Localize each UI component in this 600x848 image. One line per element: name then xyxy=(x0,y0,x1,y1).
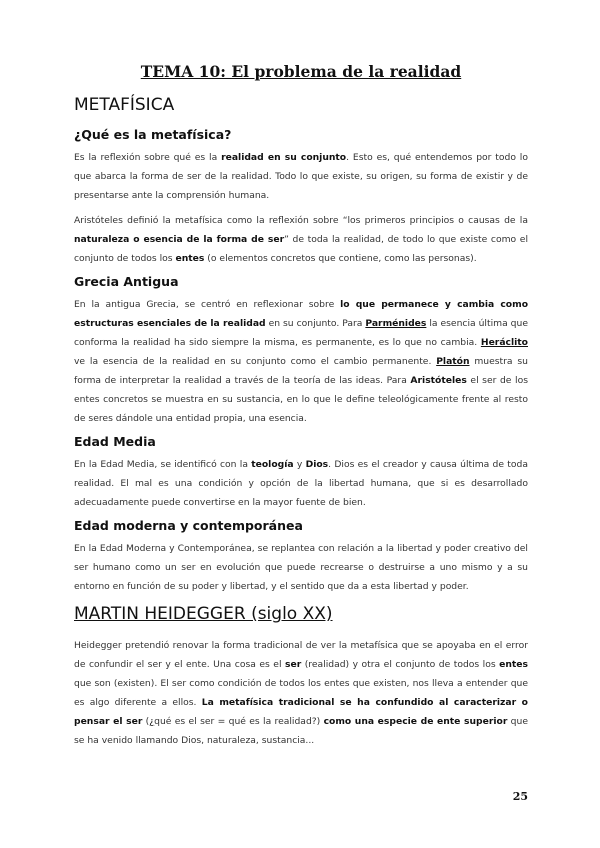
subheading-grecia-antigua: Grecia Antigua xyxy=(74,274,179,289)
paragraph-edad-moderna: En la Edad Moderna y Contemporánea, se replantea con relación a la libertad y poder creativo del ser humano como un ser en evolución que puede recrearse o destruirse a uno mismo y a su entorno en función de su poder y libertad, y el sentido que da a esta libertad y poder. xyxy=(74,543,528,592)
subheading-edad-media: Edad Media xyxy=(74,434,156,449)
paragraph-definition: Es la reflexión sobre qué es la realidad en su conjunto. Esto es, qué entendemos por todo lo que abarca la forma de ser de la realidad. Todo lo que existe, su origen, su forma de existir y de presentarse ante la comprensión humana. xyxy=(74,152,528,201)
paragraph-heidegger: Heidegger pretendió renovar la forma tradicional de ver la metafísica que se apoyaba en el error de confundir el ser y el ente. Una cosa es el ser (realidad) y otra el conjunto de todos los entes que son (existen). El ser como condición de todos los entes que existen, nos lleva a entender que es algo diferente a ellos. La metafísica tradicional se ha confundido al caracterizar o pensar el ser (¿qué es el ser = qué es la realidad?) como una especie de ente superior que se ha venido llamando Dios, naturaleza, sustancia... xyxy=(74,640,529,746)
subheading-edad-moderna: Edad moderna y contemporánea xyxy=(74,518,303,533)
page-number: 25 xyxy=(512,790,528,803)
paragraph-aristoteles: Aristóteles definió la metafísica como la reflexión sobre “los primeros principios o causas de la naturaleza o esencia de la forma de ser” de toda la realidad, de todo lo que existe como el conjunto de todos los entes (o elementos concretos que contiene, como las personas). xyxy=(74,215,528,264)
section-heading-metafisica: METAFÍSICA xyxy=(74,95,175,115)
document-title: TEMA 10: El problema de la realidad xyxy=(140,62,462,81)
paragraph-edad-media: En la Edad Media, se identificó con la teología y Dios. Dios es el creador y causa última de toda realidad. El mal es una condición y opción de la libertad humana, que si es desarrollado adecuadamente puede convertirse en la mayor fuente de bien. xyxy=(74,459,528,508)
subheading-que-es: ¿Qué es la metafísica? xyxy=(74,127,232,142)
paragraph-grecia: En la antigua Grecia, se centró en reflexionar sobre lo que permanece y cambia como estructuras esenciales de la realidad en su conjunto. Para Parménides la esencia última que conforma la realidad ha sido siempre la misma, es permanente, es lo que no cambia. Heráclito ve la esencia de la realidad en su conjunto como el cambio permanente. Platón muestra su forma de interpretar la realidad a través de la teoría de las ideas. Para Aristóteles el ser de los entes concretos se muestra en su sustancia, en lo que le define teleológicamente frente al resto de seres dándole una entidad propia, una esencia. xyxy=(74,299,529,424)
document-page xyxy=(74,62,528,756)
section-heading-heidegger: MARTIN HEIDEGGER (siglo XX) xyxy=(74,604,333,624)
